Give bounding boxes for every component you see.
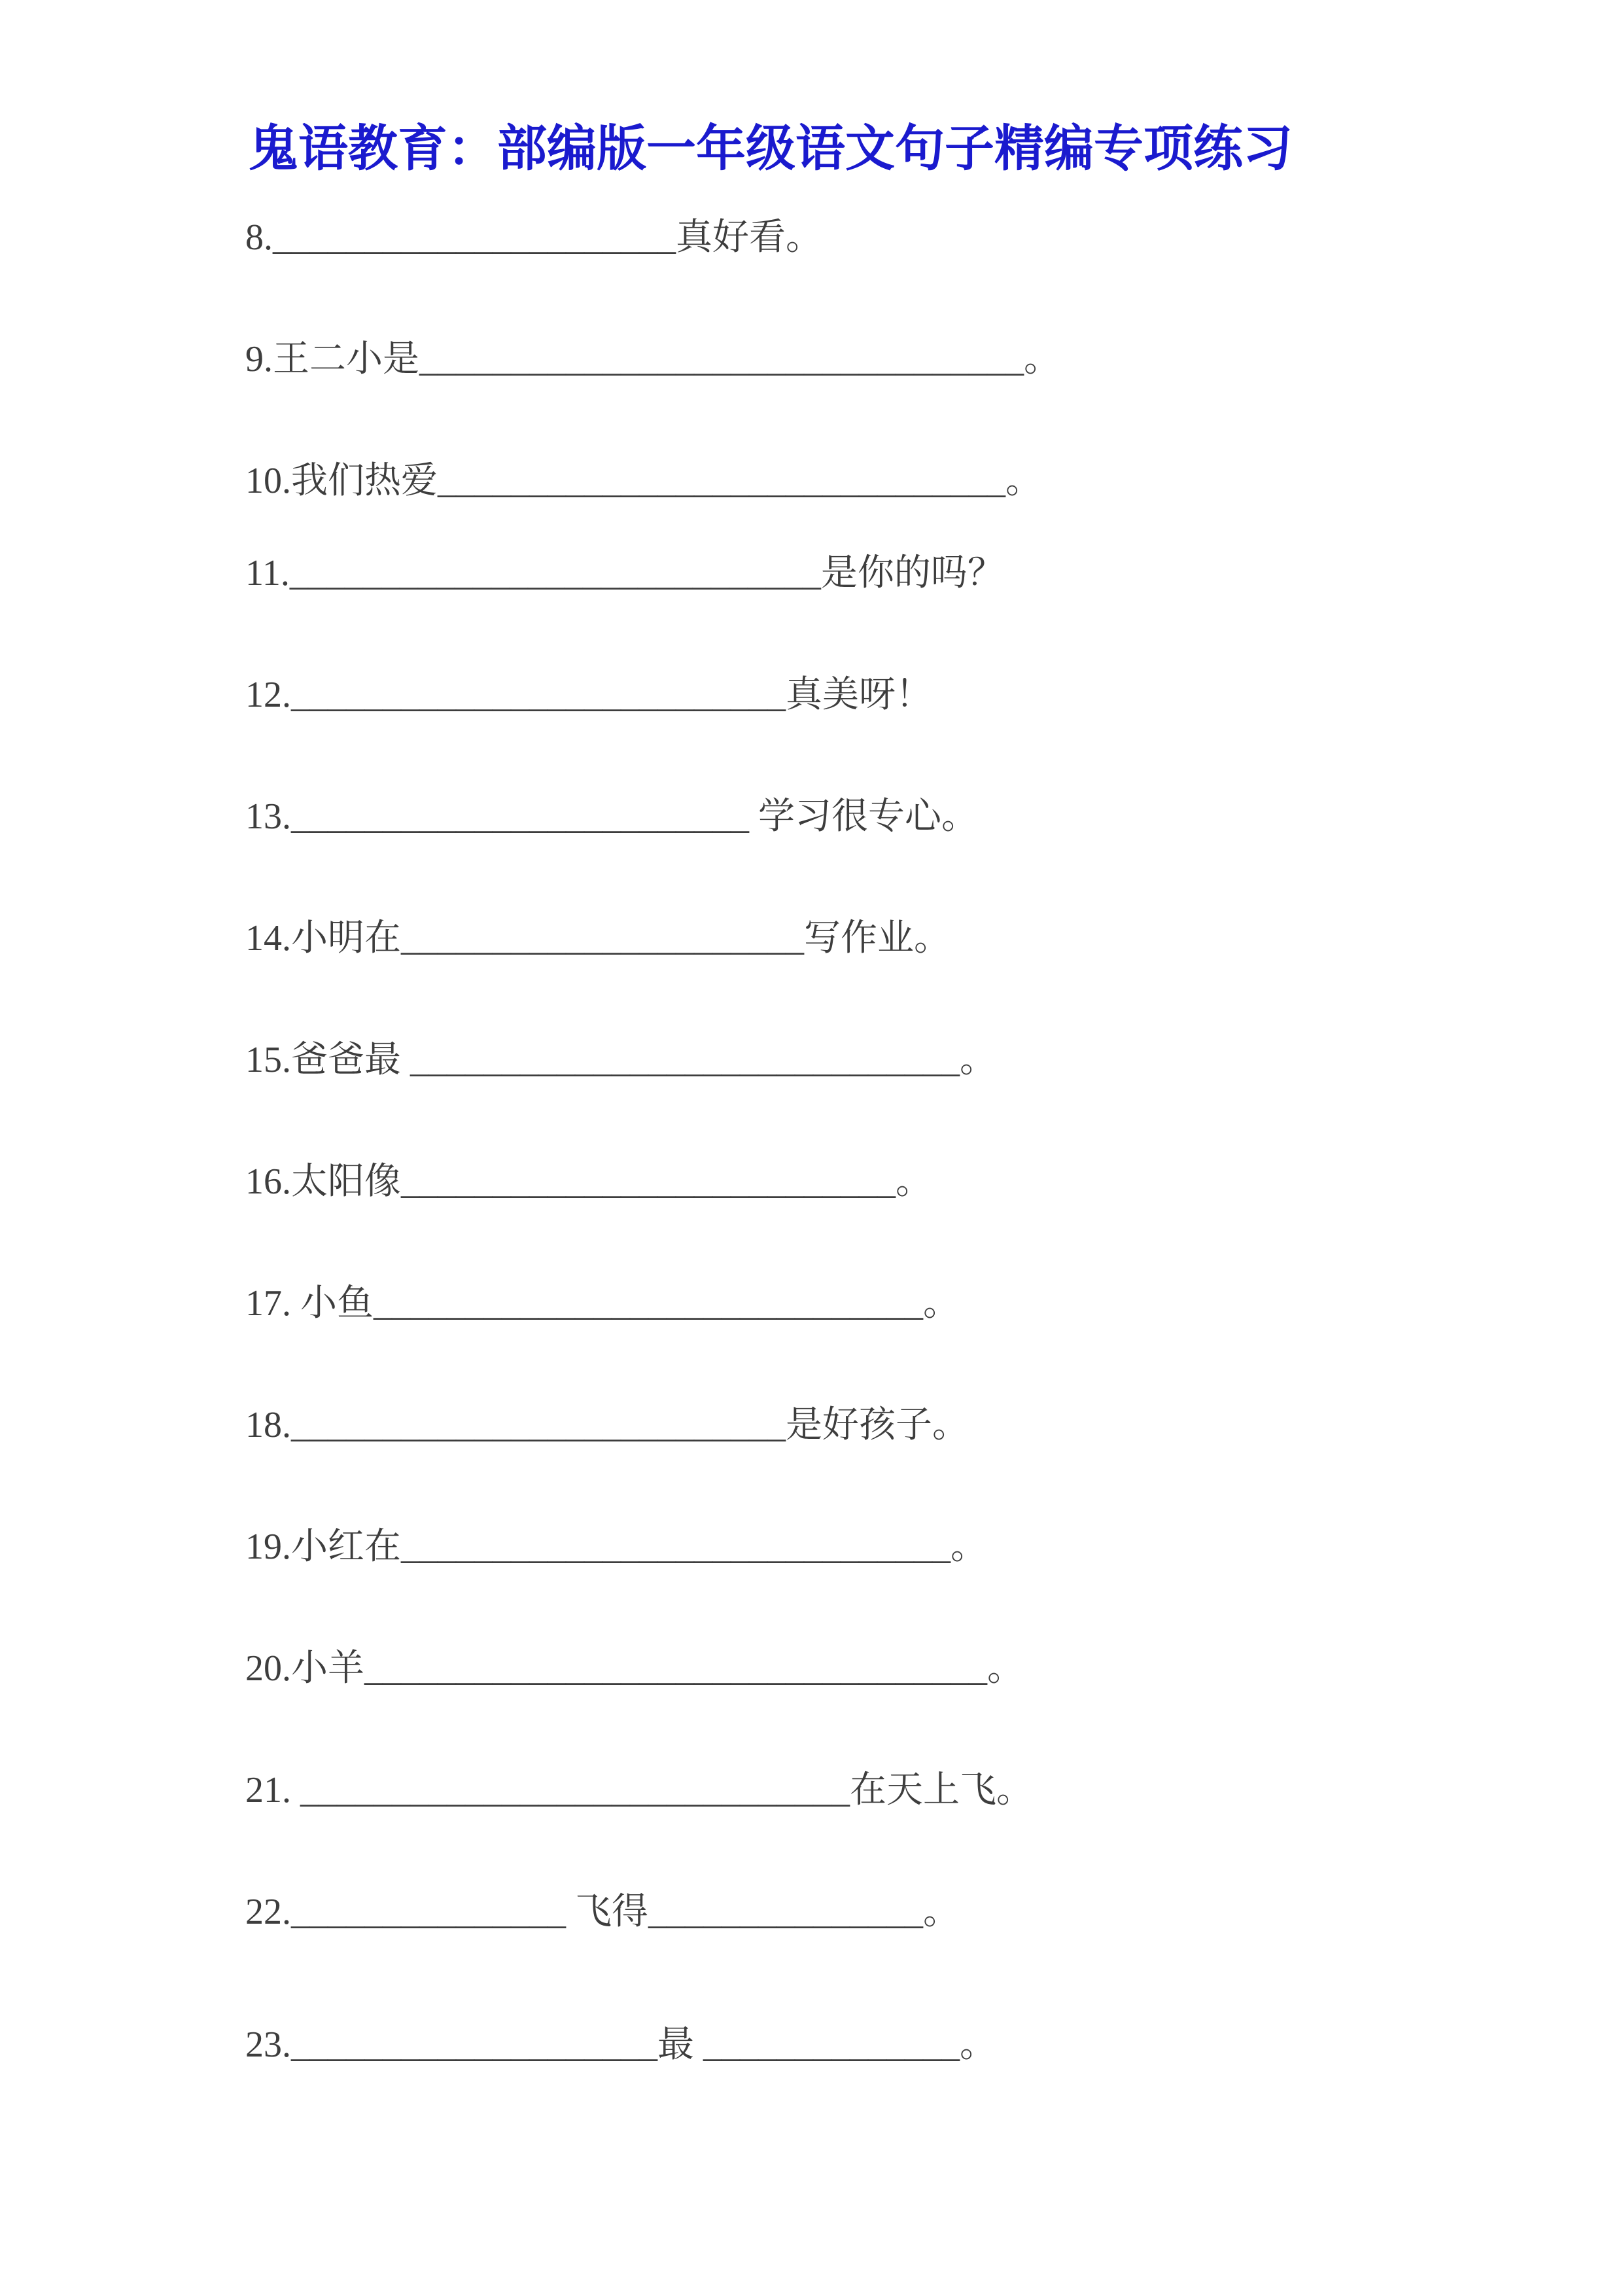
exercise-item-14: 14.小明在______________________写作业。: [245, 918, 951, 959]
exercise-item-8: 8.______________________真好看。: [245, 217, 822, 258]
page-title: 鬼语教育：部编版一年级语文句子精编专项练习: [249, 122, 1293, 177]
exercise-item-21: 21. ______________________________在天上飞。: [245, 1770, 1033, 1810]
exercise-item-23: 23.____________________最 ______________。: [245, 2024, 996, 2065]
exercise-item-15: 15.爸爸最 ______________________________。: [245, 1040, 996, 1080]
exercise-item-19: 19.小红在______________________________。: [245, 1527, 987, 1567]
exercise-item-12: 12.___________________________真美呀！: [245, 675, 932, 715]
exercise-item-9: 9.王二小是_________________________________。: [245, 339, 1060, 380]
exercise-item-13: 13._________________________ 学习很专心。: [245, 796, 978, 837]
exercise-item-20: 20.小羊__________________________________。: [245, 1648, 1024, 1689]
exercise-list: [245, 177, 1584, 2106]
exercise-item-16: 16.太阳像___________________________。: [245, 1161, 932, 1202]
exercise-item-17: 17. 小鱼______________________________。: [245, 1283, 960, 1324]
exercise-item-10: 10.我们热爱_______________________________。: [245, 461, 1042, 501]
exercise-item-11: 11._____________________________是你的吗？: [245, 553, 1004, 593]
exercise-item-18: 18.___________________________是好孩子。: [245, 1405, 969, 1445]
exercise-item-22: 22._______________ 飞得_______________。: [245, 1892, 960, 1932]
